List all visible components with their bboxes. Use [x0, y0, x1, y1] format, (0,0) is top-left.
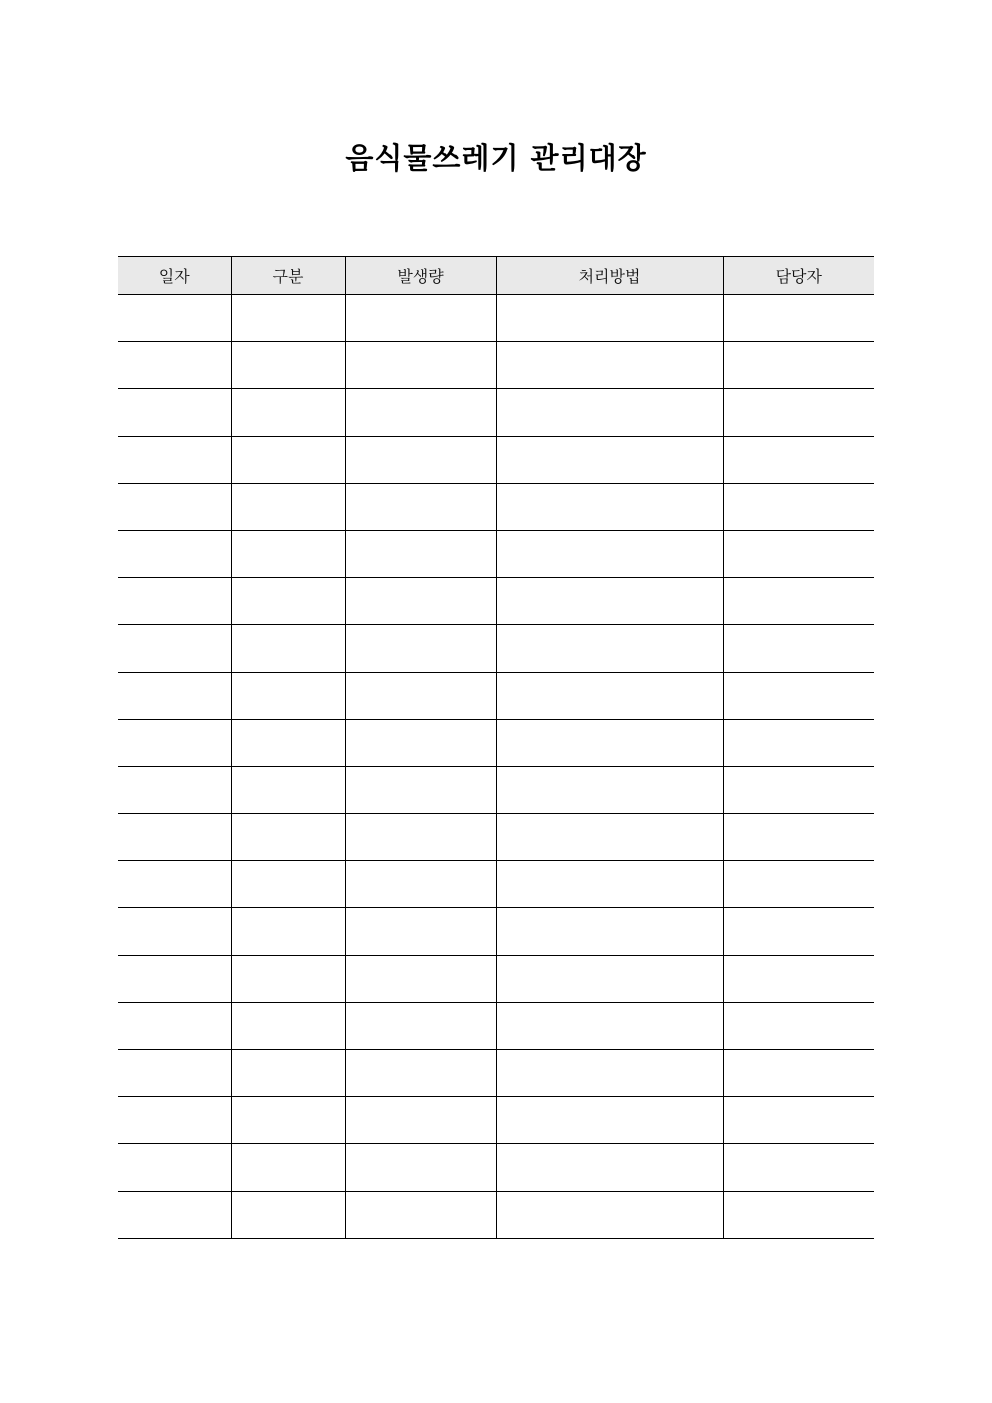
disposal-method-cell[interactable]	[496, 578, 723, 625]
table-body	[118, 295, 874, 1239]
date-cell[interactable]	[118, 483, 231, 530]
table-row	[118, 955, 874, 1002]
person-cell[interactable]	[723, 342, 874, 389]
table-row	[118, 578, 874, 625]
date-cell[interactable]	[118, 908, 231, 955]
disposal-method-cell[interactable]	[496, 625, 723, 672]
header-amount: 발생량	[345, 257, 496, 295]
table-row	[118, 342, 874, 389]
table-row	[118, 1050, 874, 1097]
table-row	[118, 436, 874, 483]
header-disposal-method: 처리방법	[496, 257, 723, 295]
category-cell[interactable]	[231, 719, 345, 766]
disposal-method-cell[interactable]	[496, 1050, 723, 1097]
amount-cell[interactable]	[345, 625, 496, 672]
category-cell[interactable]	[231, 1097, 345, 1144]
amount-cell[interactable]	[345, 955, 496, 1002]
disposal-method-cell[interactable]	[496, 530, 723, 577]
category-cell[interactable]	[231, 530, 345, 577]
table-row	[118, 295, 874, 342]
person-cell[interactable]	[723, 672, 874, 719]
disposal-method-cell[interactable]	[496, 766, 723, 813]
table-row	[118, 672, 874, 719]
amount-cell[interactable]	[345, 389, 496, 436]
table-row	[118, 908, 874, 955]
disposal-method-cell[interactable]	[496, 908, 723, 955]
disposal-method-cell[interactable]	[496, 814, 723, 861]
date-cell[interactable]	[118, 389, 231, 436]
amount-cell[interactable]	[345, 1002, 496, 1049]
table-row	[118, 1191, 874, 1238]
person-cell[interactable]	[723, 1097, 874, 1144]
header-category: 구분	[231, 257, 345, 295]
date-cell[interactable]	[118, 1144, 231, 1191]
person-cell[interactable]	[723, 625, 874, 672]
category-cell[interactable]	[231, 342, 345, 389]
amount-cell[interactable]	[345, 1191, 496, 1238]
disposal-method-cell[interactable]	[496, 342, 723, 389]
date-cell[interactable]	[118, 295, 231, 342]
disposal-method-cell[interactable]	[496, 1097, 723, 1144]
category-cell[interactable]	[231, 672, 345, 719]
amount-cell[interactable]	[345, 861, 496, 908]
person-cell[interactable]	[723, 1144, 874, 1191]
table-row	[118, 719, 874, 766]
person-cell[interactable]	[723, 295, 874, 342]
disposal-method-cell[interactable]	[496, 436, 723, 483]
amount-cell[interactable]	[345, 578, 496, 625]
table-row	[118, 625, 874, 672]
disposal-method-cell[interactable]	[496, 1002, 723, 1049]
person-cell[interactable]	[723, 1002, 874, 1049]
date-cell[interactable]	[118, 1002, 231, 1049]
header-row	[118, 257, 874, 295]
date-cell[interactable]	[118, 861, 231, 908]
disposal-method-cell[interactable]	[496, 861, 723, 908]
date-cell[interactable]	[118, 766, 231, 813]
amount-cell[interactable]	[345, 908, 496, 955]
category-cell[interactable]	[231, 908, 345, 955]
document-title: 음식물쓰레기 관리대장	[345, 141, 647, 175]
category-cell[interactable]	[231, 1050, 345, 1097]
food-waste-log-table	[118, 256, 874, 1239]
amount-cell[interactable]	[345, 1050, 496, 1097]
table-row	[118, 861, 874, 908]
disposal-method-cell[interactable]	[496, 389, 723, 436]
date-cell[interactable]	[118, 672, 231, 719]
person-cell[interactable]	[723, 389, 874, 436]
person-cell[interactable]	[723, 530, 874, 577]
disposal-method-cell[interactable]	[496, 1191, 723, 1238]
category-cell[interactable]	[231, 436, 345, 483]
table-row	[118, 1144, 874, 1191]
category-cell[interactable]	[231, 955, 345, 1002]
amount-cell[interactable]	[345, 719, 496, 766]
category-cell[interactable]	[231, 1002, 345, 1049]
date-cell[interactable]	[118, 625, 231, 672]
person-cell[interactable]	[723, 1050, 874, 1097]
date-cell[interactable]	[118, 578, 231, 625]
amount-cell[interactable]	[345, 342, 496, 389]
header-person-in-charge: 담당자	[723, 257, 874, 295]
date-cell[interactable]	[118, 1191, 231, 1238]
category-cell[interactable]	[231, 1144, 345, 1191]
amount-cell[interactable]	[345, 766, 496, 813]
category-cell[interactable]	[231, 578, 345, 625]
disposal-method-cell[interactable]	[496, 295, 723, 342]
amount-cell[interactable]	[345, 1097, 496, 1144]
date-cell[interactable]	[118, 530, 231, 577]
amount-cell[interactable]	[345, 814, 496, 861]
disposal-method-cell[interactable]	[496, 1144, 723, 1191]
amount-cell[interactable]	[345, 530, 496, 577]
header-date: 일자	[118, 257, 231, 295]
category-cell[interactable]	[231, 483, 345, 530]
disposal-method-cell[interactable]	[496, 719, 723, 766]
table-row	[118, 530, 874, 577]
date-cell[interactable]	[118, 719, 231, 766]
date-cell[interactable]	[118, 436, 231, 483]
category-cell[interactable]	[231, 625, 345, 672]
date-cell[interactable]	[118, 1097, 231, 1144]
amount-cell[interactable]	[345, 483, 496, 530]
category-cell[interactable]	[231, 295, 345, 342]
table-row	[118, 389, 874, 436]
date-cell[interactable]	[118, 1050, 231, 1097]
amount-cell[interactable]	[345, 672, 496, 719]
table-row	[118, 814, 874, 861]
category-cell[interactable]	[231, 389, 345, 436]
category-cell[interactable]	[231, 766, 345, 813]
person-cell[interactable]	[723, 955, 874, 1002]
category-cell[interactable]	[231, 1191, 345, 1238]
person-cell[interactable]	[723, 861, 874, 908]
date-cell[interactable]	[118, 814, 231, 861]
person-cell[interactable]	[723, 766, 874, 813]
amount-cell[interactable]	[345, 1144, 496, 1191]
amount-cell[interactable]	[345, 436, 496, 483]
category-cell[interactable]	[231, 814, 345, 861]
date-cell[interactable]	[118, 955, 231, 1002]
person-cell[interactable]	[723, 1191, 874, 1238]
person-cell[interactable]	[723, 814, 874, 861]
disposal-method-cell[interactable]	[496, 483, 723, 530]
person-cell[interactable]	[723, 719, 874, 766]
disposal-method-cell[interactable]	[496, 672, 723, 719]
table-row	[118, 1002, 874, 1049]
person-cell[interactable]	[723, 436, 874, 483]
date-cell[interactable]	[118, 342, 231, 389]
table-row	[118, 766, 874, 813]
amount-cell[interactable]	[345, 295, 496, 342]
table-row	[118, 1097, 874, 1144]
table-row	[118, 483, 874, 530]
category-cell[interactable]	[231, 861, 345, 908]
person-cell[interactable]	[723, 908, 874, 955]
disposal-method-cell[interactable]	[496, 955, 723, 1002]
person-cell[interactable]	[723, 578, 874, 625]
person-cell[interactable]	[723, 483, 874, 530]
